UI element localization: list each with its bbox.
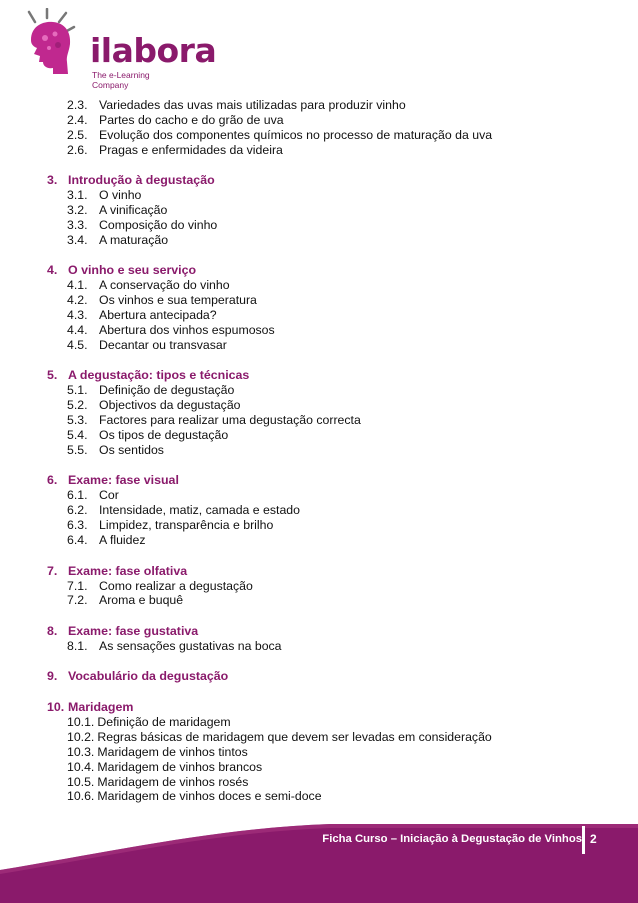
item-title: Abertura antecipada? bbox=[99, 308, 217, 323]
section-number: 10. bbox=[47, 700, 65, 715]
item-title: A conservação do vinho bbox=[99, 278, 230, 293]
item-title: Os sentidos bbox=[99, 442, 164, 457]
toc-item bbox=[0, 323, 638, 338]
item-number: 5.4. bbox=[67, 428, 88, 443]
toc-section bbox=[0, 624, 638, 654]
item-title: Maridagem de vinhos doces e semi-doce bbox=[97, 789, 322, 804]
item-title: Definição de maridagem bbox=[97, 715, 231, 730]
item-number: 4.4. bbox=[67, 322, 88, 337]
item-number: 6.1. bbox=[67, 488, 88, 503]
toc-item bbox=[0, 760, 638, 775]
toc-item bbox=[0, 293, 638, 308]
item-title: Definição de degustação bbox=[99, 383, 235, 398]
section-heading bbox=[0, 624, 638, 639]
item-number: 7.1. bbox=[67, 578, 88, 593]
toc-item bbox=[0, 488, 638, 503]
toc-item bbox=[0, 579, 638, 594]
item-number: 2.3. bbox=[67, 98, 88, 112]
table-of-contents bbox=[0, 98, 638, 820]
section-number: 5. bbox=[47, 368, 58, 383]
item-title: A fluidez bbox=[99, 533, 146, 548]
toc-item bbox=[0, 518, 638, 533]
item-title: Cor bbox=[99, 488, 119, 503]
section-number: 7. bbox=[47, 563, 58, 578]
item-title: Composição do vinho bbox=[99, 217, 218, 232]
section-number: 6. bbox=[47, 473, 58, 488]
toc-item bbox=[0, 775, 638, 790]
section-title: Maridagem bbox=[68, 700, 134, 715]
item-title: Intensidade, matiz, camada e estado bbox=[99, 503, 300, 518]
toc-item bbox=[0, 413, 638, 428]
toc-section bbox=[0, 473, 638, 548]
item-title: Objectivos da degustação bbox=[99, 398, 241, 413]
toc-item bbox=[0, 278, 638, 293]
item-number: 6.3. bbox=[67, 518, 88, 533]
item-title: A vinificação bbox=[99, 203, 168, 218]
section-title: Exame: fase olfativa bbox=[68, 563, 188, 578]
item-title: Pragas e enfermidades da videira bbox=[99, 142, 283, 157]
item-title: As sensações gustativas na boca bbox=[99, 638, 282, 653]
section-title: O vinho e seu serviço bbox=[68, 263, 197, 278]
toc-item bbox=[0, 308, 638, 323]
item-number: 5.5. bbox=[67, 442, 88, 457]
toc-item bbox=[0, 203, 638, 218]
item-number: 6.4. bbox=[67, 533, 88, 548]
item-title: Limpidez, transparência e brilho bbox=[99, 518, 274, 533]
toc-section bbox=[0, 368, 638, 457]
toc-section bbox=[0, 173, 638, 248]
item-number: 6.2. bbox=[67, 503, 88, 518]
item-number: 5.3. bbox=[67, 413, 88, 428]
section-title: A degustação: tipos e técnicas bbox=[68, 368, 250, 383]
logo bbox=[25, 8, 217, 90]
section-number: 4. bbox=[47, 263, 58, 278]
toc-item bbox=[0, 639, 638, 654]
section-title: Introdução à degustação bbox=[68, 173, 215, 188]
toc-item bbox=[0, 218, 638, 233]
item-title: Maridagem de vinhos rosés bbox=[97, 774, 249, 789]
item-title: Os vinhos e sua temperatura bbox=[99, 293, 257, 308]
item-title: Os tipos de degustação bbox=[99, 428, 229, 443]
section-heading bbox=[0, 700, 638, 715]
item-number: 5.2. bbox=[67, 398, 88, 413]
toc-item bbox=[0, 428, 638, 443]
item-title: Partes do cacho e do grão de uva bbox=[99, 112, 284, 127]
logo-wordmark: ilabora bbox=[90, 31, 217, 70]
toc-item bbox=[0, 503, 638, 518]
section-heading bbox=[0, 368, 638, 383]
item-number: 10.6. bbox=[67, 789, 95, 804]
section-heading bbox=[0, 173, 638, 188]
footer-separator bbox=[582, 826, 585, 854]
item-number: 10.5. bbox=[67, 774, 95, 789]
toc-item bbox=[0, 789, 638, 804]
toc-item bbox=[0, 745, 638, 760]
item-number: 10.3. bbox=[67, 744, 95, 759]
toc-item bbox=[0, 398, 638, 413]
toc-item bbox=[0, 188, 638, 203]
item-title: Maridagem de vinhos brancos bbox=[97, 759, 263, 774]
footer-course-title: Ficha Curso – Iniciação à Degustação de Vinhos bbox=[322, 833, 582, 845]
toc-item bbox=[0, 143, 638, 158]
item-number: 10.2. bbox=[67, 729, 95, 744]
section-number: 8. bbox=[47, 623, 58, 638]
toc-item bbox=[0, 593, 638, 608]
section-heading bbox=[0, 564, 638, 579]
item-title: Abertura dos vinhos espumosos bbox=[99, 322, 275, 337]
item-title: Como realizar a degustação bbox=[99, 578, 253, 593]
item-number: 8.1. bbox=[67, 638, 88, 653]
item-title: A maturação bbox=[99, 232, 169, 247]
toc-item bbox=[0, 338, 638, 353]
page-number: 2 bbox=[590, 832, 597, 846]
logo-tagline: The e-Learning Company bbox=[92, 70, 150, 90]
item-title: Variedades das uvas mais utilizadas para produzir vinho bbox=[99, 98, 406, 112]
item-title: Regras básicas de maridagem que devem ser levadas em consideração bbox=[97, 729, 492, 744]
item-number: 2.5. bbox=[67, 127, 88, 142]
toc-section bbox=[0, 700, 638, 804]
item-title: O vinho bbox=[99, 188, 142, 203]
item-number: 3.4. bbox=[67, 232, 88, 247]
toc-item bbox=[0, 715, 638, 730]
item-number: 4.1. bbox=[67, 278, 88, 293]
item-number: 2.6. bbox=[67, 142, 88, 157]
toc-section bbox=[0, 98, 638, 158]
toc-item bbox=[0, 443, 638, 458]
item-number: 5.1. bbox=[67, 383, 88, 398]
logo-head-icon bbox=[25, 8, 85, 83]
item-number: 3.3. bbox=[67, 217, 88, 232]
toc-section bbox=[0, 669, 638, 684]
section-heading bbox=[0, 263, 638, 278]
toc-item bbox=[0, 233, 638, 248]
item-number: 4.5. bbox=[67, 337, 88, 352]
item-title: Factores para realizar uma degustação correcta bbox=[99, 413, 361, 428]
section-number: 9. bbox=[47, 669, 58, 684]
item-number: 4.3. bbox=[67, 308, 88, 323]
toc-item bbox=[0, 730, 638, 745]
toc-section bbox=[0, 564, 638, 609]
section-heading bbox=[0, 473, 638, 488]
toc-item bbox=[0, 113, 638, 128]
item-number: 3.1. bbox=[67, 188, 88, 203]
toc-item bbox=[0, 128, 638, 143]
item-number: 4.2. bbox=[67, 293, 88, 308]
item-number: 2.4. bbox=[67, 112, 88, 127]
section-title: Vocabulário da degustação bbox=[68, 669, 229, 684]
section-number: 3. bbox=[47, 173, 58, 188]
item-number: 7.2. bbox=[67, 593, 88, 608]
toc-section bbox=[0, 263, 638, 352]
item-title: Aroma e buquê bbox=[99, 593, 184, 608]
item-title: Evolução dos componentes químicos no processo de maturação da uva bbox=[99, 127, 493, 142]
section-title: Exame: fase gustativa bbox=[68, 623, 199, 638]
footer-band bbox=[0, 810, 638, 903]
item-title: Decantar ou transvasar bbox=[99, 337, 227, 352]
section-title: Exame: fase visual bbox=[68, 473, 179, 488]
toc-item bbox=[0, 533, 638, 548]
toc-item bbox=[0, 383, 638, 398]
toc-item bbox=[0, 98, 638, 113]
section-heading bbox=[0, 669, 638, 684]
item-number: 3.2. bbox=[67, 203, 88, 218]
item-number: 10.4. bbox=[67, 759, 95, 774]
item-number: 10.1. bbox=[67, 715, 95, 730]
item-title: Maridagem de vinhos tintos bbox=[97, 744, 248, 759]
